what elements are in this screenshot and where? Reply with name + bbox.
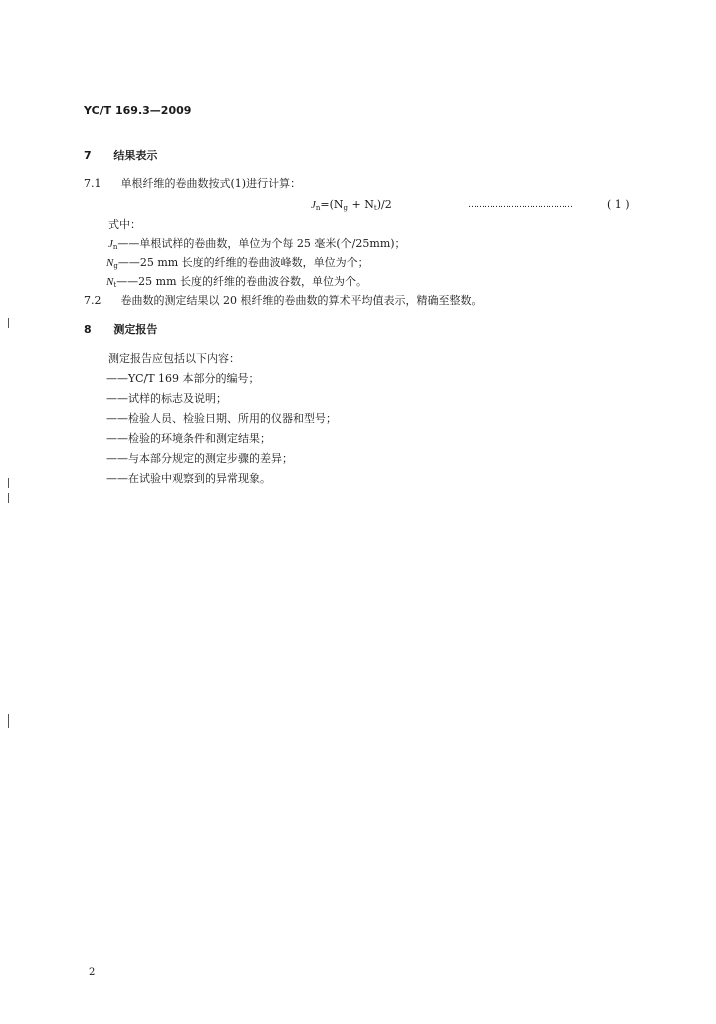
where-label: 式中： <box>108 218 141 231</box>
definition-subscript: n <box>112 243 118 251</box>
formula-plus: + N <box>348 198 374 211</box>
formula-lhs: J <box>311 199 316 211</box>
formula-nt-sub: t <box>373 204 377 212</box>
section-number: 7 <box>84 149 92 162</box>
formula-dots: ………………………………… <box>468 200 572 210</box>
definition-text: ——25 mm 长度的纤维的卷曲波谷数，单位为个。 <box>116 275 368 288</box>
scan-edge-mark <box>8 493 9 503</box>
definition-symbol: N <box>106 276 114 288</box>
report-item: ——YC/T 169 本部分的编号； <box>106 372 260 385</box>
formula-ng-sub: g <box>343 204 349 212</box>
definition-jn <box>108 237 406 254</box>
definition-text: ——单根试样的卷曲数，单位为个每 25 毫米(个/25mm)； <box>117 237 406 250</box>
report-intro: 测定报告应包括以下内容： <box>108 352 240 365</box>
clause-number: 7.1 <box>84 177 102 190</box>
clause-text: 卷曲数的测定结果以 20 根纤维的卷曲数的算术平均值表示，精确至整数。 <box>120 294 483 307</box>
formula-rhs: )/2 <box>376 198 392 211</box>
clause-number: 7.2 <box>84 294 102 307</box>
report-item: ——试样的标志及说明； <box>106 392 227 405</box>
scan-edge-mark <box>8 478 9 488</box>
definition-subscript: t <box>113 281 117 289</box>
definition-ng <box>106 256 369 273</box>
scan-edge-mark <box>8 714 9 728</box>
formula-lhs-sub: n <box>315 204 321 212</box>
equation-number: ( 1 ) <box>607 198 630 211</box>
section-title: 结果表示 <box>113 149 158 162</box>
definition-subscript: g <box>113 262 118 270</box>
report-item: ——与本部分规定的测定步骤的差异； <box>106 452 293 465</box>
standard-id: YC/T 169.3—2009 <box>84 104 192 117</box>
clause-text: 单根纤维的卷曲数按式(1)进行计算： <box>120 177 302 190</box>
report-item: ——检验的环境条件和测定结果； <box>106 432 271 445</box>
report-item: ——检验人员、检验日期、所用的仪器和型号； <box>106 412 337 425</box>
clause-7-2 <box>84 294 483 308</box>
definition-symbol: N <box>106 257 114 269</box>
section-title: 测定报告 <box>113 323 158 336</box>
clause-7-1 <box>84 177 301 191</box>
formula-mid: =(N <box>320 198 344 211</box>
scan-edge-mark <box>8 318 9 328</box>
section-number: 8 <box>84 323 92 336</box>
section-7-heading <box>84 149 157 163</box>
formula <box>311 198 392 215</box>
definition-nt <box>106 275 367 292</box>
section-8-heading <box>84 323 157 337</box>
definition-symbol: J <box>108 238 113 250</box>
report-item: ——在试验中观察到的异常现象。 <box>106 472 271 485</box>
page-number: 2 <box>89 967 96 978</box>
definition-text: ——25 mm 长度的纤维的卷曲波峰数，单位为个； <box>117 256 369 269</box>
